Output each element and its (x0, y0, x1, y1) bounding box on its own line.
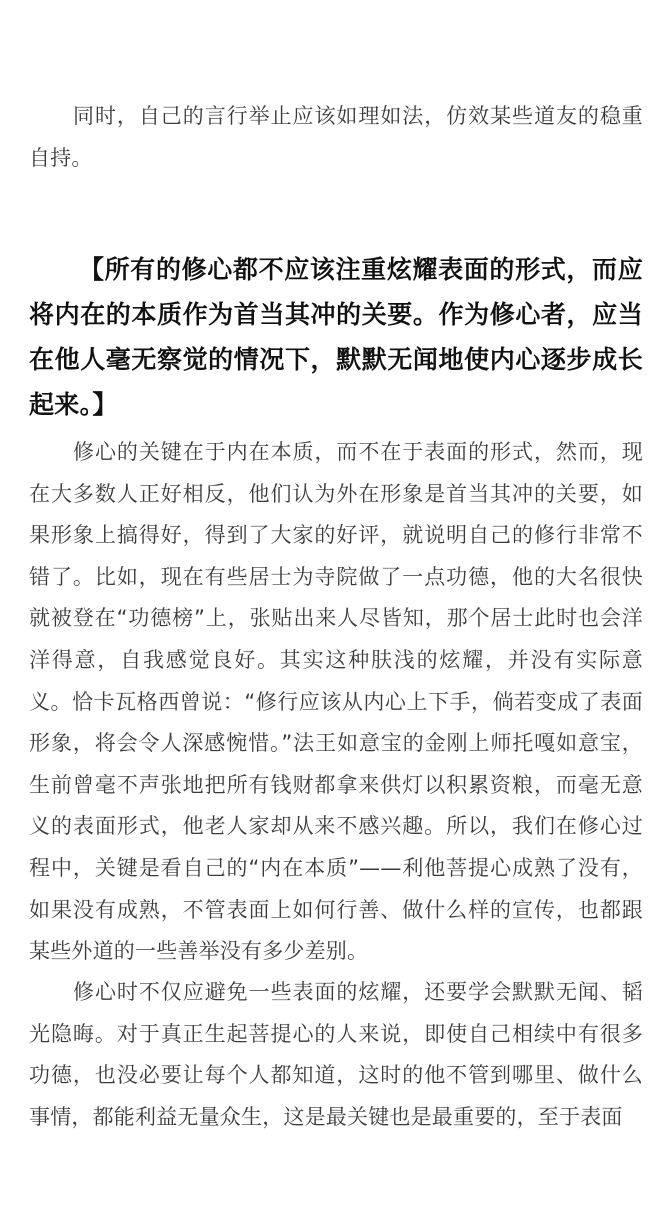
paragraph-intro: 同时，自己的言行举止应该如理如法，仿效某些道友的稳重自持。 (29, 104, 643, 170)
bold-quote-heading: 【所有的修心都不应该注重炫耀表面的形式，而应将内在的本质作为首当其冲的关要。作为修心者，应当在他人毫无察觉的情况下，默默无闻地使内心逐步成长起来。】 (29, 255, 643, 419)
paragraph-body-1: 修心的关键在于内在本质，而不在于表面的形式，然而，现在大多数人正好相反，他们认为外在形象是首当其冲的关要，如果形象上搞得好，得到了大家的好评，就说明自己的修行非常不错了。比如，现在有些居士为寺院做了一点功德，他的大名很快就被登在“功德榜”上，张贴出来人尽皆知，那个居士此时也会洋洋得意，自我感觉良好。其实这种肤浅的炫耀，并没有实际意义。恰卡瓦格西曾说：“修行应该从内心上下手，倘若变成了表面形象，将会令人深感惋惜。”法王如意宝的金刚上师托嘎如意宝，生前曾毫不声张地把所有钱财都拿来供灯以积累资粮，而毫无意义的表面形式，他老人家却从来不感兴趣。所以，我们在修心过程中，关键是看自己的“内在本质”——利他菩提心成熟了没有，如果没有成熟，不管表面上如何行善、做什么样的宣传，也都跟某些外道的一些善举没有多少差别。 (29, 440, 643, 964)
paragraph-body-2: 修心时不仅应避免一些表面的炫耀，还要学会默默无闻、韬光隐晦。对于真正生起菩提心的人来说，即使自己相续中有很多功德，也没必要让每个人都知道，这时的他不管到哪里、做什么事情，都能利益无量众生，这是最关键也是最重要的，至于表面 (29, 980, 643, 1129)
